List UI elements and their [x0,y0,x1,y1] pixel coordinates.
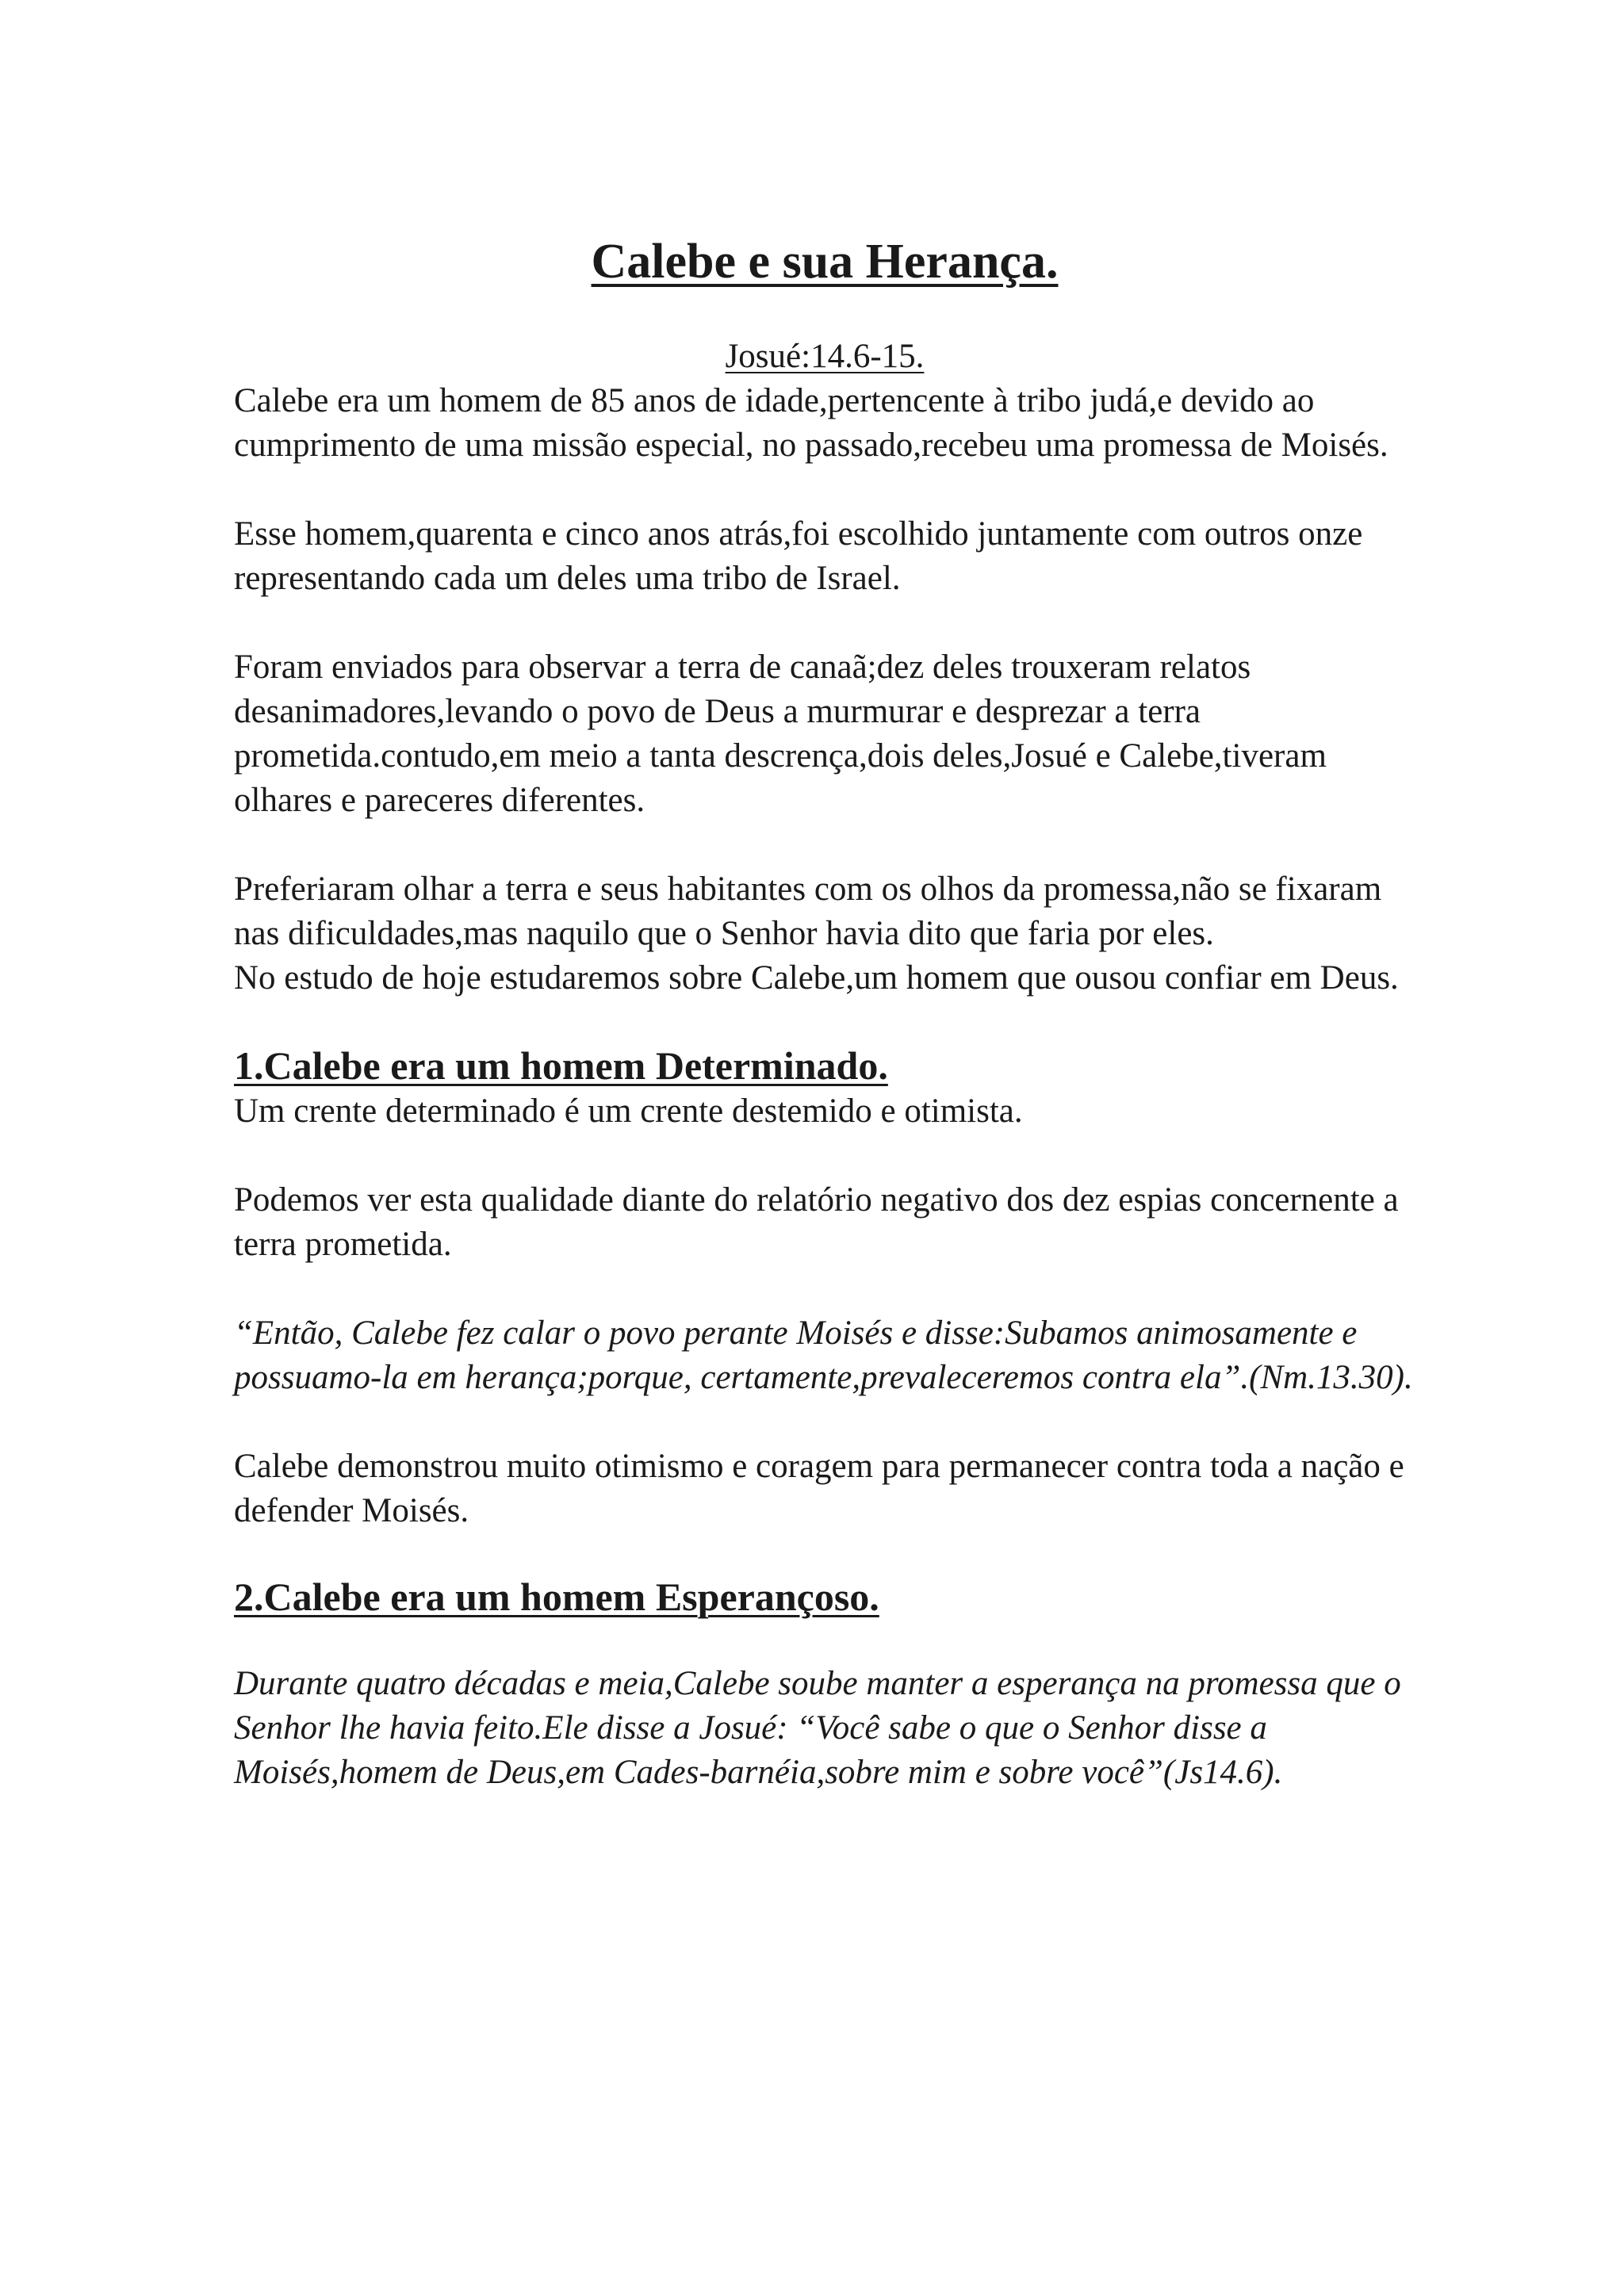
scripture-reference: Josué:14.6-15. [725,338,925,375]
intro-paragraph-1: Calebe era um homem de 85 anos de idade,pertencente à tribo judá,e devido ao cumprimento de uma missão especial, no passado,recebeu uma promessa de Moisés. [234,382,1388,464]
document-title: Calebe e sua Herança. [591,235,1059,289]
section-1-paragraph-1: Um crente determinado é um crente destemido e otimista. [234,1093,1023,1130]
intro-paragraph-4: Preferiaram olhar a terra e seus habitantes com os olhos da promessa,não se fixaram nas dificuldades,mas naquilo que o Senhor havia dito que faria por eles. [234,871,1382,952]
intro-paragraph-5: No estudo de hoje estudaremos sobre Calebe,um homem que ousou confiar em Deus. [234,959,1399,997]
section-2-heading: 2.Calebe era um homem Esperançoso. [234,1575,879,1619]
section-2-quote: Durante quatro décadas e meia,Calebe soube manter a esperança na promessa que o Senhor lhe havia feito.Ele disse a Josué: “Você sabe o que o Senhor disse a Moisés,homem de Deus,em Cades-barnéia,sobre mim e sobre você”(Js14.6). [234,1665,1401,1791]
intro-paragraph-2: Esse homem,quarenta e cinco anos atrás,foi escolhido juntamente com outros onze representando cada um deles uma tribo de Israel. [234,515,1363,597]
section-1-paragraph-2: Podemos ver esta qualidade diante do relatório negativo dos dez espias concernente a terra prometida. [234,1181,1399,1263]
section-1-heading: 1.Calebe era um homem Determinado. [234,1043,888,1088]
section-1-paragraph-3: Calebe demonstrou muito otimismo e coragem para permanecer contra toda a nação e defender Moisés. [234,1448,1404,1529]
document-body [234,230,1415,1795]
section-1-quote: “Então, Calebe fez calar o povo perante Moisés e disse:Subamos animosamente e possuamo-la em herança;porque, certamente,prevaleceremos contra ela”.(Nm.13.30). [234,1314,1413,1396]
intro-paragraph-3: Foram enviados para observar a terra de canaã;dez deles trouxeram relatos desanimadores,levando o povo de Deus a murmurar e desprezar a terra prometida.contudo,em meio a tanta descrença,dois deles,Josué e Calebe,tiveram olhares e pareceres diferentes. [234,649,1327,819]
